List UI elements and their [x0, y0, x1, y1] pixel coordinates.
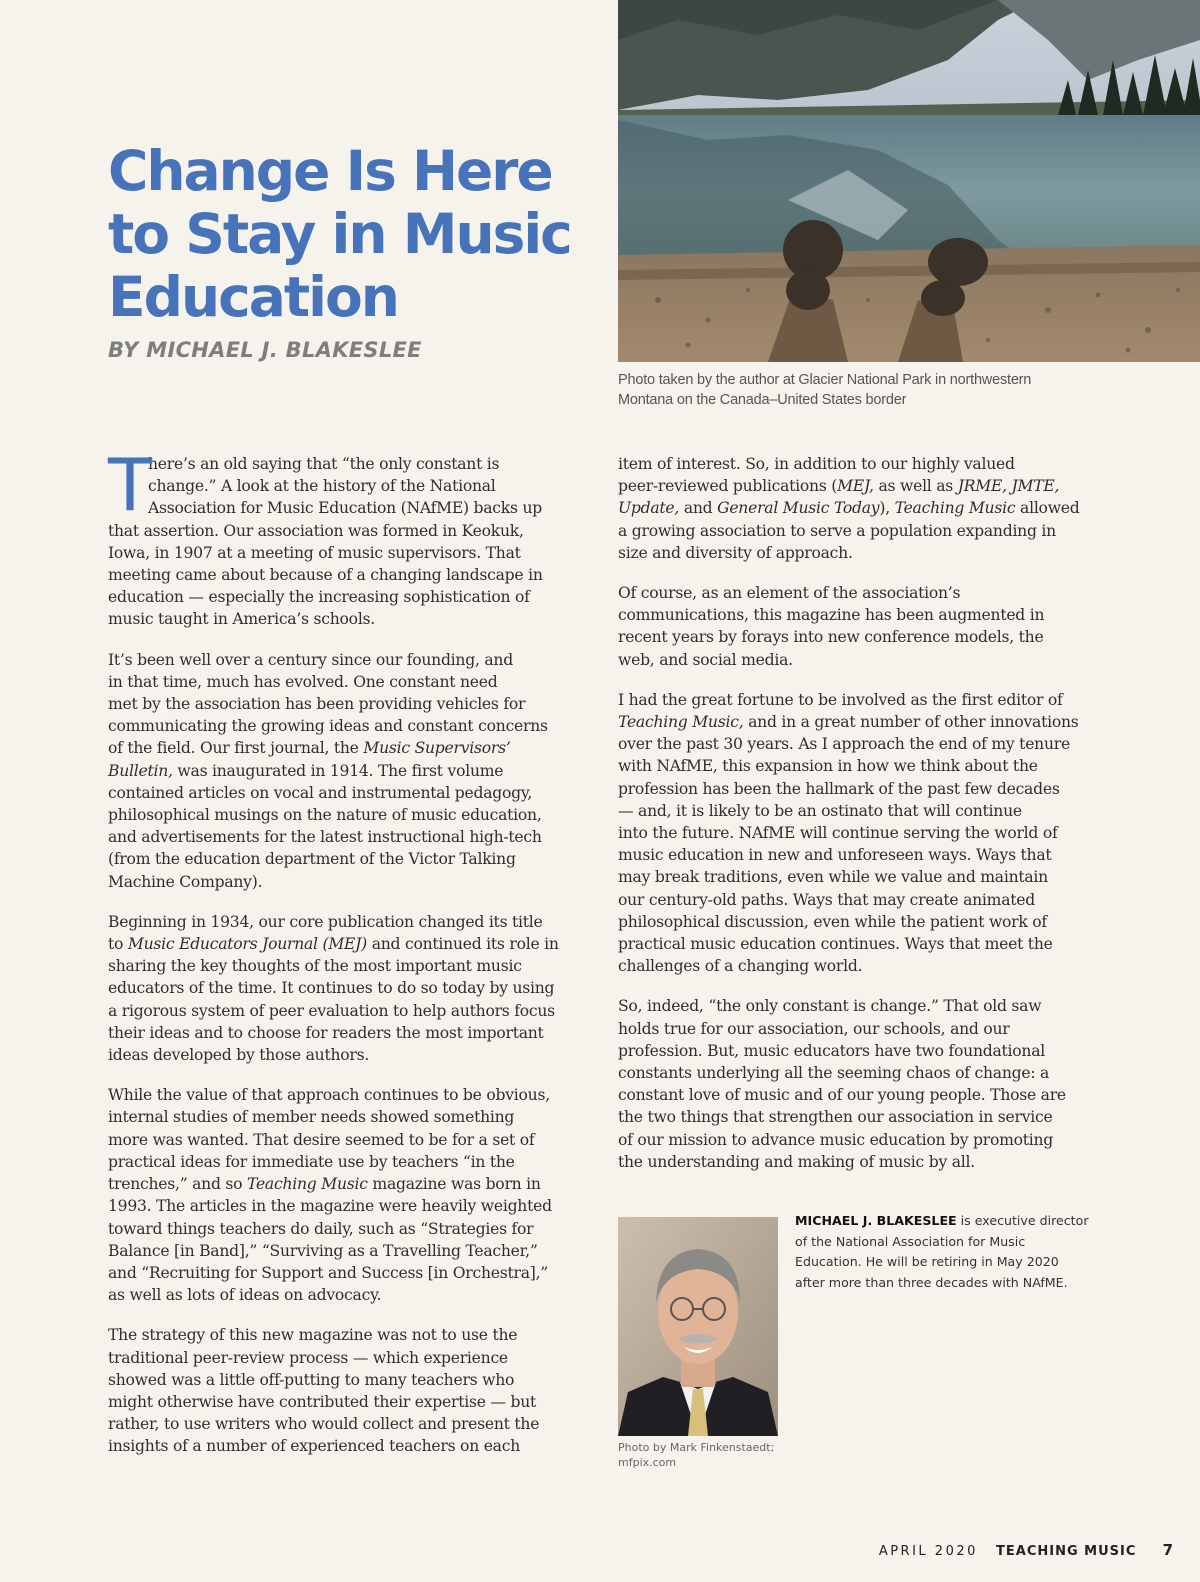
caption-line: Photo taken by the author at Glacier National Park in northwestern	[618, 372, 1032, 388]
journal-title: Music Educators Journal (MEJ)	[127, 935, 368, 954]
right-column	[618, 453, 1100, 1191]
author-photo-credit	[618, 1440, 774, 1470]
text-line: and “Recruiting for Support and Success [in Orchestra],”	[108, 1263, 549, 1282]
text-line: communications, this magazine has been augmented in	[618, 606, 1045, 625]
text-line: — and, it is likely to be an ostinato that will continue	[618, 801, 1022, 820]
text-line: more was wanted. That desire seemed to be for a set of	[108, 1130, 535, 1149]
text-line: 1993. The articles in the magazine were heavily weighted	[108, 1197, 552, 1216]
magazine-title: Teaching Music	[894, 499, 1016, 518]
drop-cap: T	[108, 443, 152, 527]
text-line: music taught in America’s schools.	[108, 610, 376, 629]
text-line: educators of the time. It continues to do so today by using	[108, 979, 555, 998]
text-line: Beginning in 1934, our core publication changed its title	[108, 912, 543, 931]
paragraph	[618, 453, 1100, 564]
text-segment: allowed	[1015, 499, 1080, 518]
paragraph	[618, 582, 1100, 671]
left-column	[108, 443, 583, 1476]
author-bio	[795, 1211, 1095, 1293]
text-line: might otherwise have contributed their expertise — but	[108, 1392, 536, 1411]
text-line: our century-old paths. Ways that may create animated	[618, 890, 1035, 909]
text-segment: peer-reviewed publications (	[618, 477, 838, 496]
text-line: contained articles on vocal and instrumental pedagogy,	[108, 783, 533, 802]
bio-line: Education. He will be retiring in May 2020	[795, 1254, 1059, 1269]
caption-line: Montana on the Canada–United States border	[618, 392, 907, 408]
text-line: music education in new and unforeseen ways. Ways that	[618, 846, 1052, 865]
text-line: (from the education department of the Victor Talking	[108, 850, 516, 869]
text-line: recent years by forays into new conference models, the	[618, 628, 1044, 647]
paragraph	[108, 1084, 583, 1306]
text-segment: ),	[879, 499, 895, 518]
text-line: with NAfME, this expansion in how we think about the	[618, 757, 1038, 776]
text-segment: as well as	[873, 477, 958, 496]
magazine-title: Teaching Music,	[618, 713, 744, 732]
text-line: challenges of a changing world.	[618, 957, 863, 976]
article-title	[108, 139, 571, 329]
page-footer	[879, 1541, 1173, 1559]
text-line: The strategy of this new magazine was not to use the	[108, 1326, 518, 1345]
text-segment: magazine was born in	[367, 1175, 541, 1194]
journal-title: JRME, JMTE,	[957, 477, 1060, 496]
text-line: philosophical musings on the nature of music education,	[108, 806, 542, 825]
text-line: rather, to use writers who would collect and present the	[108, 1415, 540, 1434]
bio-segment: is executive director	[956, 1213, 1089, 1228]
text-line: web, and social media.	[618, 650, 793, 669]
text-line: their ideas and to choose for readers the most important	[108, 1023, 544, 1042]
text-line: the two things that strengthen our association in service	[618, 1108, 1053, 1127]
text-line	[618, 475, 1100, 497]
text-line: traditional peer-review process — which experience	[108, 1348, 508, 1367]
text-line: met by the association has been providing vehicles for	[108, 695, 526, 714]
text-line: that assertion. Our association was formed in Keokuk,	[108, 521, 524, 540]
text-line: holds true for our association, our schools, and our	[618, 1019, 1010, 1038]
text-line: I had the great fortune to be involved as the first editor of	[618, 690, 1063, 709]
text-segment: of the field. Our first journal, the	[108, 739, 364, 758]
text-line	[108, 737, 583, 759]
text-line: toward things teachers do daily, such as “Strategies for	[108, 1219, 534, 1238]
text-line	[618, 497, 1100, 519]
text-line: a rigorous system of peer evaluation to help authors focus	[108, 1001, 555, 1020]
paragraph	[108, 1324, 583, 1457]
text-line	[618, 711, 1100, 733]
text-segment: trenches,” and so	[108, 1175, 248, 1194]
text-line: over the past 30 years. As I approach the end of my tenure	[618, 735, 1070, 754]
author-photo	[618, 1217, 778, 1436]
text-line: It’s been well over a century since our founding, and	[108, 650, 513, 669]
title-line: Change Is Here	[108, 139, 552, 203]
text-segment: was inaugurated in 1914. The first volume	[172, 761, 504, 780]
text-line: Iowa, in 1907 at a meeting of music supervisors. That	[108, 543, 521, 562]
paragraph	[618, 689, 1100, 978]
text-line: profession has been the hallmark of the past few decades	[618, 779, 1060, 798]
text-segment: and continued its role in	[367, 935, 559, 954]
credit-line: mfpix.com	[618, 1456, 677, 1469]
bio-line	[795, 1211, 1095, 1232]
bio-line: after more than three decades with NAfME.	[795, 1274, 1068, 1290]
byline: BY MICHAEL J. BLAKESLEE	[108, 338, 422, 362]
text-line: in that time, much has evolved. One constant need	[108, 672, 498, 691]
text-line: philosophical discussion, even while the patient work of	[618, 912, 1047, 931]
text-line: change.” A look at the history of the National	[148, 477, 496, 496]
text-line: ideas developed by those authors.	[108, 1046, 370, 1065]
paragraph	[108, 911, 583, 1066]
text-line: into the future. NAfME will continue serving the world of	[618, 824, 1058, 843]
author-name: MICHAEL J. BLAKESLEE	[795, 1213, 957, 1228]
paragraph	[618, 995, 1100, 1173]
text-line: item of interest. So, in addition to our highly valued	[618, 455, 1015, 473]
text-line	[108, 933, 583, 955]
text-segment: and	[679, 499, 718, 518]
text-line: showed was a little off-putting to many teachers who	[108, 1370, 515, 1389]
credit-line: Photo by Mark Finkenstaedt;	[618, 1441, 775, 1454]
text-line: sharing the key thoughts of the most important music	[108, 957, 522, 976]
magazine-title: Teaching Music	[247, 1175, 368, 1194]
lake-photo	[618, 0, 1200, 362]
text-line: and advertisements for the latest instructional high-tech	[108, 828, 542, 847]
text-line: Balance [in Band],” “Surviving as a Travelling Teacher,”	[108, 1241, 538, 1260]
text-line: insights of a number of experienced teachers on each	[108, 1437, 520, 1456]
text-line: constant love of music and of our young people. Those are	[618, 1086, 1066, 1105]
journal-title: General Music Today	[717, 499, 880, 518]
text-line: size and diversity of approach.	[618, 543, 853, 562]
text-line: as well as lots of ideas on advocacy.	[108, 1286, 382, 1305]
author-portrait-image	[618, 1217, 778, 1436]
journal-title: Bulletin,	[108, 761, 173, 780]
text-line: internal studies of member needs showed something	[108, 1108, 515, 1127]
text-line: profession. But, music educators have two foundational	[618, 1041, 1045, 1060]
journal-title: MEJ,	[837, 477, 874, 496]
text-segment: to	[108, 935, 128, 954]
journal-title: Music Supervisors’	[363, 739, 511, 758]
text-line: practical music education continues. Ways that meet the	[618, 935, 1053, 954]
text-line: here’s an old saying that “the only constant is	[148, 455, 500, 473]
paragraph	[108, 649, 583, 893]
text-line: constants underlying all the seeming chaos of change: a	[618, 1064, 1050, 1083]
text-line: a growing association to serve a population expanding in	[618, 521, 1056, 540]
text-line: communicating the growing ideas and constant concerns	[108, 717, 548, 736]
text-line: Association for Music Education (NAfME) backs up	[148, 499, 542, 518]
bio-line: of the National Association for Music	[795, 1233, 1026, 1249]
lake-photo-image	[618, 0, 1200, 362]
text-line: education — especially the increasing sophistication of	[108, 588, 530, 607]
title-line: to Stay in Music	[108, 202, 571, 266]
text-line: So, indeed, “the only constant is change.” That old saw	[618, 997, 1042, 1016]
text-line: the understanding and making of music by all.	[618, 1152, 975, 1171]
text-line: may break traditions, even while we value and maintain	[618, 868, 1048, 887]
journal-title: Update,	[618, 499, 680, 518]
text-segment: and in a great number of other innovations	[743, 713, 1079, 732]
text-line	[108, 1173, 583, 1195]
text-line: meeting came about because of a changing landscape in	[108, 566, 543, 585]
page-number: 7	[1162, 1541, 1173, 1559]
text-line: Of course, as an element of the association’s	[618, 584, 961, 603]
text-line	[108, 760, 583, 782]
photo-caption	[618, 370, 1088, 410]
title-line: Education	[108, 265, 398, 329]
text-line: practical ideas for immediate use by teachers “in the	[108, 1152, 515, 1171]
magazine-name: TEACHING MUSIC	[996, 1544, 1137, 1559]
paragraph	[108, 443, 583, 631]
issue-date: APRIL 2020	[878, 1544, 978, 1559]
text-line: While the value of that approach continues to be obvious,	[108, 1086, 550, 1105]
text-line: of our mission to advance music education by promoting	[618, 1130, 1054, 1149]
text-line: Machine Company).	[108, 872, 263, 891]
